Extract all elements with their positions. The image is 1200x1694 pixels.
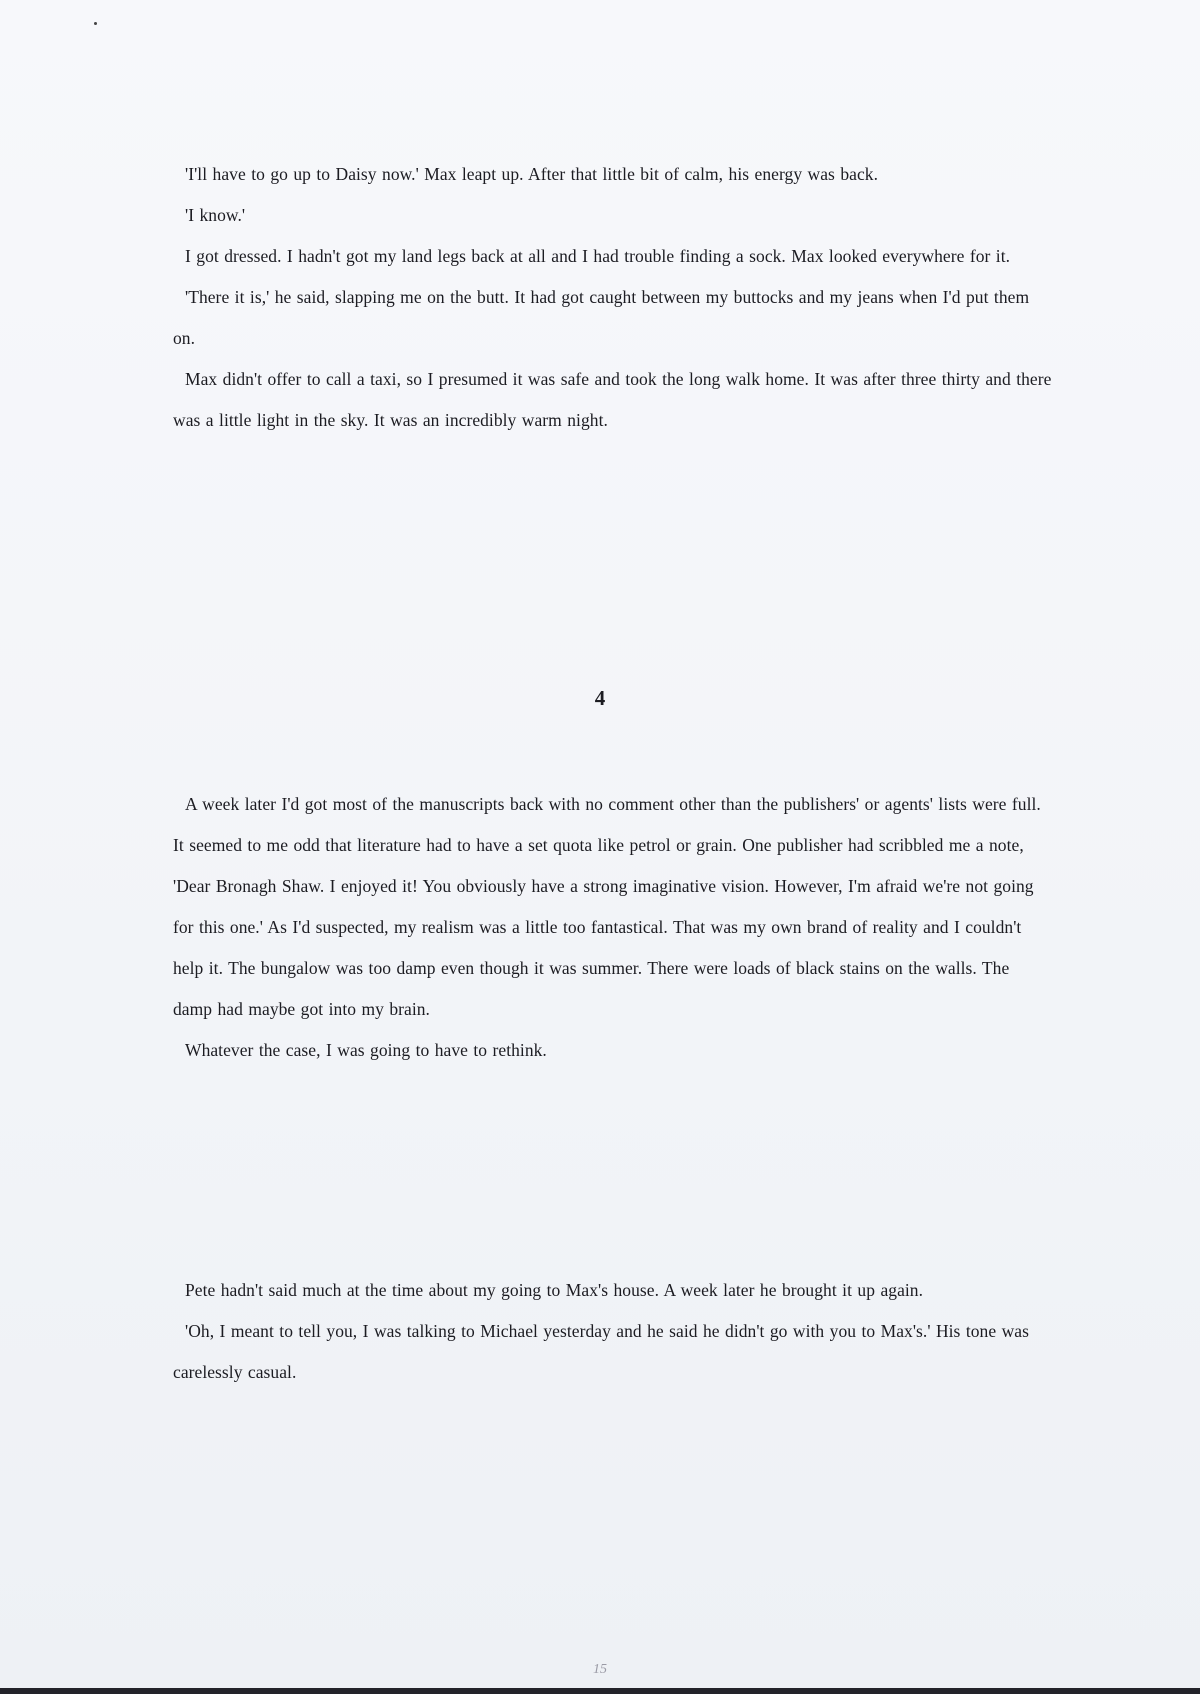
paragraph: Whatever the case, I was going to have to rethink.	[185, 1040, 547, 1060]
paragraph: I got dressed. I hadn't got my land legs back at all and I had trouble finding a sock. Max looked everywhere for it.	[185, 246, 1011, 266]
page-number: 15	[593, 1662, 607, 1677]
chapter-heading: 4	[594, 686, 606, 710]
scan-speck	[94, 22, 97, 25]
paragraph: 'I'll have to go up to Daisy now.' Max leapt up. After that little bit of calm, his energy was back.	[185, 164, 878, 184]
paragraph: 'There it is,' he said, slapping me on the butt. It had got caught between my buttocks and my jeans when I'd put them on.	[173, 287, 1030, 348]
paragraph: A week later I'd got most of the manuscripts back with no comment other than the publishers' or agents' lists were full. It seemed to me odd that literature had to have a set quota like petrol or grain. One publisher had scribbled me a note, 'Dear Bronagh Shaw. I enjoyed it! You obviously have a strong imaginative vision. However, I'm afraid we're not going for this one.' As I'd suspected, my realism was a little too fantastical. That was my own brand of reality and I couldn't help it. The bungalow was too damp even though it was summer. There were loads of black stains on the walls. The damp had maybe got into my brain.	[173, 794, 1041, 1019]
section-1	[173, 154, 1053, 441]
paragraph: Pete hadn't said much at the time about my going to Max's house. A week later he brought it up again.	[185, 1280, 924, 1300]
paragraph: 'I know.'	[185, 205, 246, 225]
paragraph: 'Oh, I meant to tell you, I was talking to Michael yesterday and he said he didn't go with you to Max's.' His tone was carelessly casual.	[173, 1321, 1029, 1382]
paragraph: Max didn't offer to call a taxi, so I presumed it was safe and took the long walk home. It was after three thirty and there was a little light in the sky. It was an incredibly warm night.	[173, 369, 1052, 430]
section-3	[173, 1270, 1053, 1393]
section-2	[173, 784, 1053, 1071]
scan-bottom-edge	[0, 1688, 1200, 1694]
